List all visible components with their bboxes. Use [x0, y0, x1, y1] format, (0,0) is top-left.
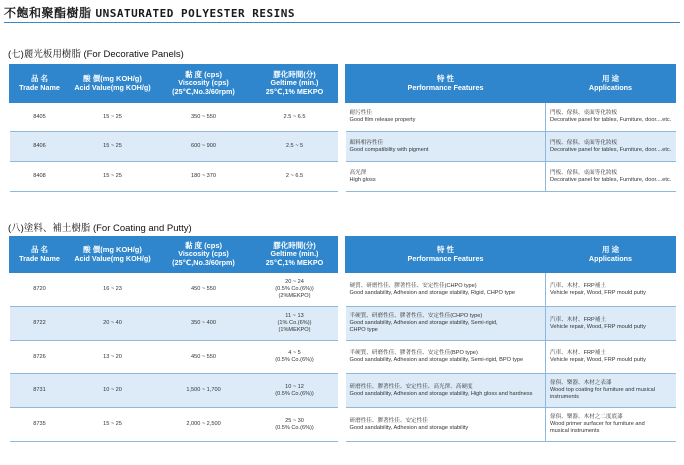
header-applications: 用 途 Applications: [546, 237, 676, 273]
acid-value: 20 ~ 40: [70, 307, 156, 341]
trade-name: 8735: [10, 408, 70, 442]
table-row: [346, 103, 676, 132]
table-row: [346, 408, 676, 442]
trade-name: 8720: [10, 273, 70, 307]
table-row: [346, 273, 676, 307]
viscosity: 450 ~ 550: [156, 273, 252, 307]
title-rule: [4, 22, 680, 23]
table-row: [346, 374, 676, 408]
table-row: [346, 307, 676, 341]
geltime: 2.5 ~ 5: [252, 132, 338, 162]
geltime: 10 ~ 12 (0.5% Co.(6%)): [252, 374, 338, 408]
feature-cell: 硬質、研磨性佳、膠著性佳、安定性佳(CHPO type) Good sandability, Adhesion and storage stability, Rigid, CHPO type: [346, 273, 546, 307]
trade-name: 8722: [10, 307, 70, 341]
trade-name: 8405: [10, 103, 70, 132]
header-geltime: 膠化時間(分) Geltime (min.) 25℃,1% MEKPO: [252, 65, 338, 103]
feature-cell: 耐污性佳 Good film release property: [346, 103, 546, 132]
acid-value: 15 ~ 25: [70, 103, 156, 132]
title-zh: 不飽和聚酯樹脂: [4, 6, 92, 20]
table-row: [10, 273, 338, 307]
geltime: 2.5 ~ 6.5: [252, 103, 338, 132]
header-trade-name: 品 名 Trade Name: [10, 65, 70, 103]
geltime: 11 ~ 13 (1% Co.(6%)) (1%MEKPO): [252, 307, 338, 341]
header-geltime: 膠化時間(分) Geltime (min.) 25℃,1% MEKPO: [252, 237, 338, 273]
viscosity: 2,000 ~ 2,500: [156, 408, 252, 442]
geltime: 25 ~ 30 (0.5% Co.(6%)): [252, 408, 338, 442]
viscosity: 1,500 ~ 1,700: [156, 374, 252, 408]
table-row: [10, 103, 338, 132]
title-en: UNSATURATED POLYESTER RESINS: [95, 7, 295, 20]
table-row: [10, 408, 338, 442]
geltime: 20 ~ 24 (0.5% Co.(6%)) (2%MEKPO): [252, 273, 338, 307]
trade-name: 8726: [10, 341, 70, 374]
acid-value: 15 ~ 25: [70, 132, 156, 162]
table-row: [10, 162, 338, 192]
section2-spec-table: [9, 236, 338, 442]
application-cell: 傢俱、樂器、木材之表漆 Wood top coating for furniture and musical instruments: [546, 374, 676, 408]
geltime: 2 ~ 6.5: [252, 162, 338, 192]
header-acid-value: 酸 價(mg KOH/g) Acid Value(mg KOH/g): [70, 237, 156, 273]
feature-cell: 顏料相容性佳 Good compatibility with pigment: [346, 132, 546, 162]
application-cell: 門板、傢俱、桌面等化妝板 Decorative panel for tables, Furniture, door....etc.: [546, 162, 676, 192]
geltime: 4 ~ 5 (0.5% Co.(6%)): [252, 341, 338, 374]
acid-value: 13 ~ 20: [70, 341, 156, 374]
table-row: [346, 162, 676, 192]
section1-title: (七)麗光板用樹脂 (For Decorative Panels): [8, 49, 184, 60]
section2-feature-table: [345, 236, 676, 442]
feature-cell: 高光澤 High gloss: [346, 162, 546, 192]
viscosity: 180 ~ 370: [156, 162, 252, 192]
viscosity: 450 ~ 550: [156, 341, 252, 374]
table-row: [346, 341, 676, 374]
table-row: [10, 132, 338, 162]
section1-feature-table: [345, 64, 676, 192]
application-cell: 門板、傢俱、桌面等化妝板 Decorative panel for tables, Furniture, door....etc.: [546, 103, 676, 132]
trade-name: 8731: [10, 374, 70, 408]
feature-cell: 半硬質、研磨性佳、膠著性佳、安定性佳(BPO type) Good sandability, Adhesion and storage stability, Semi-rigid, BPO type: [346, 341, 546, 374]
header-viscosity: 黏 度 (cps) Viscosity (cps) (25℃,No.3/60rpm): [156, 65, 252, 103]
application-cell: 汽車、木材、FRP補土 Vehicle repair, Wood, FRP mould putty: [546, 273, 676, 307]
feature-cell: 研磨性佳、膠著性佳、安定性佳 Good sandability, Adhesion and storage stability: [346, 408, 546, 442]
table-row: [10, 341, 338, 374]
feature-cell: 半硬質、研磨性佳、膠著性佳、安定性佳(CHPO type) Good sandability, Adhesion and storage stability, Semi-rigid, CHPO type: [346, 307, 546, 341]
header-acid-value: 酸 價(mg KOH/g) Acid Value(mg KOH/g): [70, 65, 156, 103]
application-cell: 汽車、木材、FRP補土 Vehicle repair, Wood, FRP mould putty: [546, 341, 676, 374]
application-cell: 門板、傢俱、桌面等化妝板 Decorative panel for tables, Furniture, door....etc.: [546, 132, 676, 162]
trade-name: 8408: [10, 162, 70, 192]
header-features: 特 性 Performance Features: [346, 237, 546, 273]
acid-value: 16 ~ 23: [70, 273, 156, 307]
header-trade-name: 品 名 Trade Name: [10, 237, 70, 273]
section1-spec-table: [9, 64, 338, 192]
feature-cell: 研磨性佳、膠著性佳、安定性佳、高光澤、高硬度 Good sandability, Adhesion and storage stability, High gloss and hardness: [346, 374, 546, 408]
viscosity: 350 ~ 550: [156, 103, 252, 132]
viscosity: 600 ~ 900: [156, 132, 252, 162]
header-viscosity: 黏 度 (cps) Viscosity (cps) (25℃,No.3/60rpm): [156, 237, 252, 273]
acid-value: 15 ~ 25: [70, 162, 156, 192]
table-row: [346, 132, 676, 162]
acid-value: 15 ~ 25: [70, 408, 156, 442]
acid-value: 10 ~ 20: [70, 374, 156, 408]
header-features: 特 性 Performance Features: [346, 65, 546, 103]
header-applications: 用 途 Applications: [546, 65, 676, 103]
application-cell: 傢俱、樂器、木材之二度底漆 Wood primer surfacer for furniture and musical instruments: [546, 408, 676, 442]
section2-title: (八)塗料、補土樹脂 (For Coating and Putty): [8, 223, 192, 234]
page-title: [4, 4, 295, 21]
table-row: [10, 307, 338, 341]
trade-name: 8406: [10, 132, 70, 162]
viscosity: 350 ~ 400: [156, 307, 252, 341]
application-cell: 汽車、木材、FRP補土 Vehicle repair, Wood, FRP mould putty: [546, 307, 676, 341]
table-row: [10, 374, 338, 408]
